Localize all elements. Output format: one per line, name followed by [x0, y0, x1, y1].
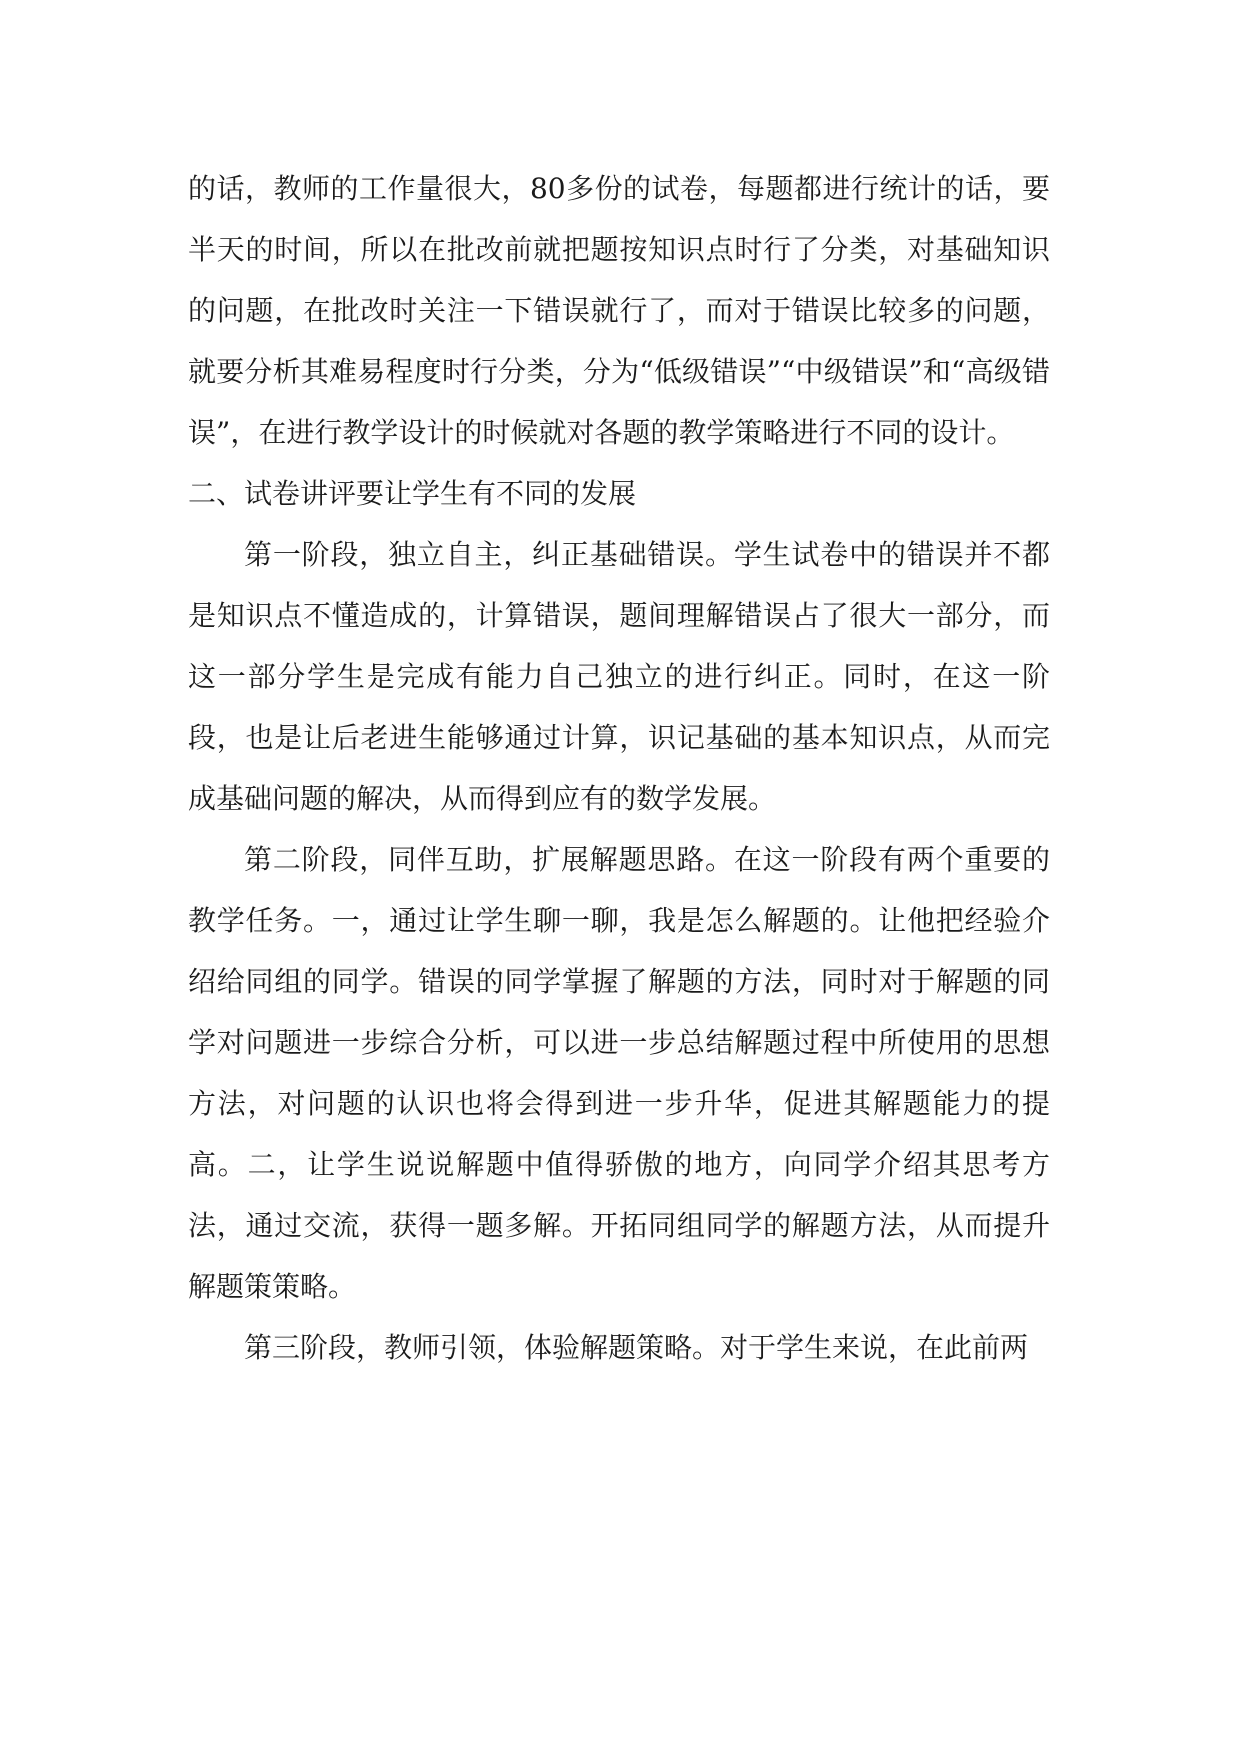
paragraph-stage-one: 第一阶段，独立自主，纠正基础错误。学生试卷中的错误并不都是知识点不懂造成的，计算错误，题间理解错误占了很大一部分，而这一部分学生是完成有能力自己独立的进行纠正。同时，在这一阶段，也是让后老进生能够通过计算，识记基础的基本知识点，从而完成基础问题的解决，从而得到应有的数学发展。 [188, 538, 1050, 815]
paragraph-continuation: 的话，教师的工作量很大，80多份的试卷，每题都进行统计的话，要半天的时间，所以在批改前就把题按知识点时行了分类，对基础知识的问题，在批改时关注一下错误就行了，而对于错误比较多的问题，就要分析其难易程度时行分类，分为“低级错误”“中级错误”和“高级错误”，在进行教学设计的时候就对各题的教学策略进行不同的设计。 [188, 172, 1050, 449]
document-body [188, 158, 1050, 1378]
paragraph-stage-three: 第三阶段，教师引领，体验解题策略。对于学生来说，在此前两 [244, 1331, 1029, 1364]
section-heading: 二、试卷讲评要让学生有不同的发展 [188, 477, 637, 510]
paragraph-stage-two: 第二阶段，同伴互助，扩展解题思路。在这一阶段有两个重要的教学任务。一，通过让学生聊一聊，我是怎么解题的。让他把经验介绍给同组的同学。错误的同学掌握了解题的方法，同时对于解题的同学对问题进一步综合分析，可以进一步总结解题过程中所使用的思想方法，对问题的认识也将会得到进一步升华，促进其解题能力的提高。二，让学生说说解题中值得骄傲的地方，向同学介绍其思考方法，通过交流，获得一题多解。开拓同组同学的解题方法，从而提升解题策策略。 [188, 843, 1050, 1303]
